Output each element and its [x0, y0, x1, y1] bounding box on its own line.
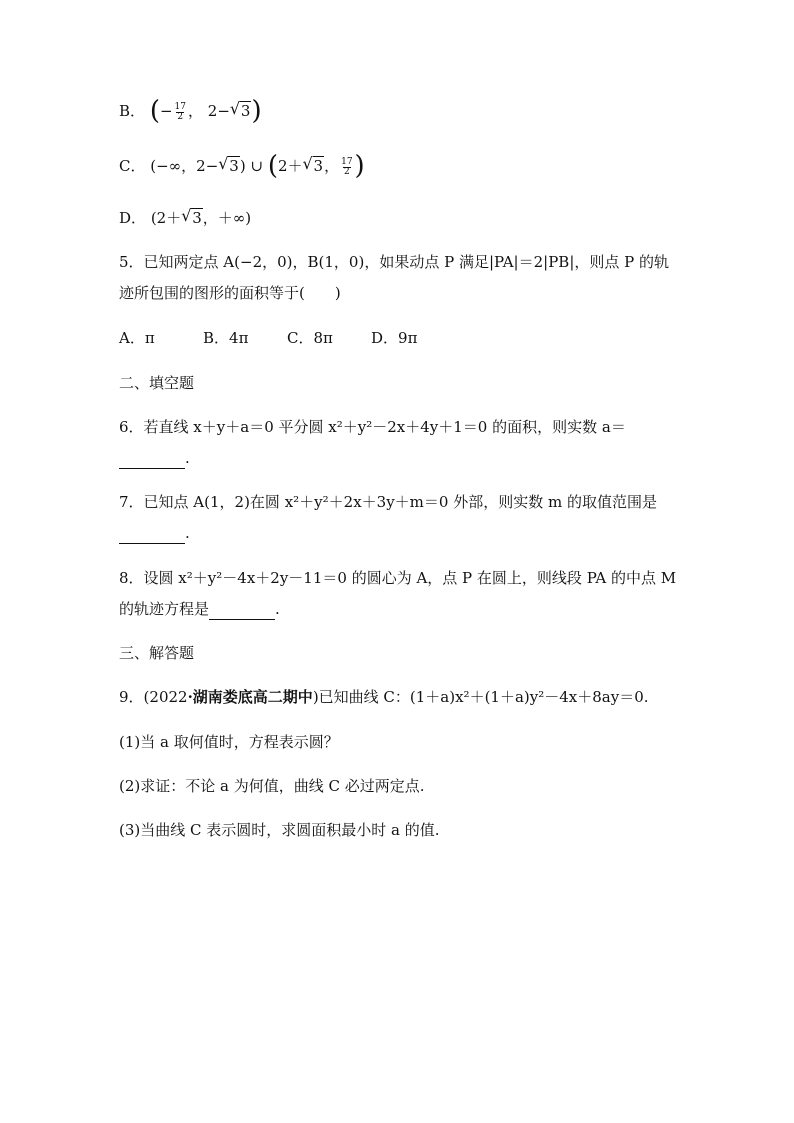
union-symbol: ∪	[250, 157, 264, 175]
q5-option-d: D．9π	[371, 329, 418, 347]
q9-part3: (3)当曲线 C 表示圆时，求圆面积最小时 a 的值.	[119, 821, 440, 839]
q8-line2: 的轨迹方程是 .	[119, 600, 280, 618]
q5-option-c: C．8π	[287, 329, 333, 347]
sqrt: √ 3	[218, 154, 239, 175]
q6-line1: 6．若直线 x＋y＋a＝0 平分圆 x²＋y²－2x＋4y＋1＝0 的面积，则实数 a＝	[119, 418, 626, 436]
q5-line1: 5．已知两定点 A(−2，0)，B(1，0)，如果动点 P 满足|PA|＝2|PB|，则点 P 的轨	[119, 253, 669, 271]
sqrt: √ 3	[302, 154, 324, 175]
q5-option-b: B．4π	[203, 329, 249, 347]
fraction: $\frac{17}{2}$	[174, 101, 186, 122]
answer-blank	[209, 603, 275, 620]
section-heading-fill-blank: 二、填空题	[119, 374, 195, 392]
fraction: $\frac{17}{2}$	[341, 156, 353, 177]
sqrt: √ 3	[229, 99, 251, 120]
left-paren: (	[149, 96, 160, 126]
q9-part1: (1)当 a 取何值时，方程表示圆？	[119, 733, 339, 751]
q9-part2: (2)求证：不论 a 为何值，曲线 C 必过两定点.	[119, 777, 425, 795]
q9-source: ·湖南娄底高二期中	[187, 688, 313, 706]
q9-stem: 9．(2022·湖南娄底高二期中)已知曲线 C：(1＋a)x²＋(1＋a)y²－4x＋8ay＝0.	[119, 688, 649, 706]
option-b: B． (− $\frac{17}{2}$ ， 2− √ 3)	[119, 96, 262, 126]
q7-line2: .	[119, 522, 684, 544]
option-label: D．	[119, 209, 147, 227]
option-label: C．	[119, 157, 146, 175]
answer-blank	[119, 452, 185, 469]
sqrt: √ 3	[181, 206, 202, 227]
q5-line2: 迹所包围的图形的面积等于( )	[119, 284, 341, 302]
option-d: D． (2＋ √ 3，＋∞)	[119, 206, 252, 227]
right-paren: )	[251, 96, 262, 126]
q6-line2: .	[119, 447, 684, 469]
section-heading-solve: 三、解答题	[119, 644, 195, 662]
q5-options	[119, 327, 684, 349]
q8-line1: 8．设圆 x²＋y²－4x＋2y－11＝0 的圆心为 A，点 P 在圆上，则线段 PA 的中点 M	[119, 569, 677, 587]
option-c: C． (−∞，2− √ 3) ∪ (2＋ √ 3， $\frac{17}{2}$ )	[119, 151, 365, 181]
q5-option-a: A．π	[119, 329, 155, 347]
answer-blank	[119, 527, 185, 544]
option-label: B．	[119, 102, 146, 120]
q7-line1: 7．已知点 A(1，2)在圆 x²＋y²＋2x＋3y＋m＝0 外部，则实数 m 的取值范围是	[119, 493, 657, 511]
